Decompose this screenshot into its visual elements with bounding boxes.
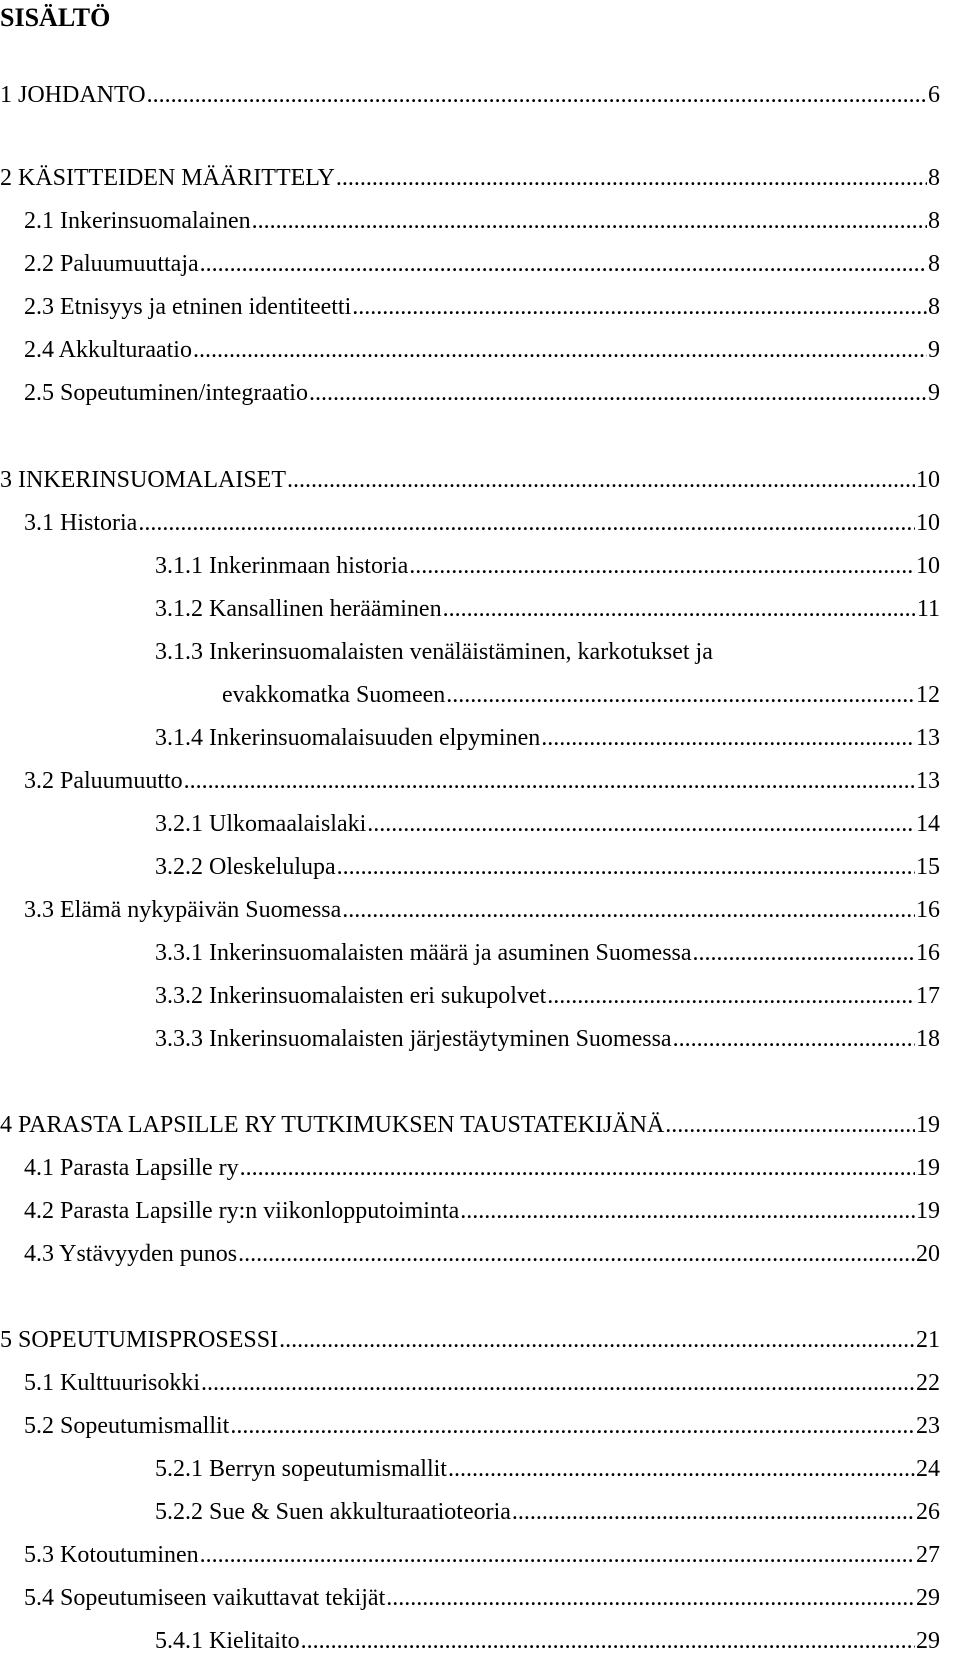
toc-entry-first-line[interactable]: 3.1.3 Inkerinsuomalaisten venäläistäminen, karkotukset ja (155, 639, 713, 665)
leader-dots (673, 1024, 915, 1054)
toc-entry[interactable] (24, 292, 940, 322)
toc-entry[interactable] (155, 809, 940, 839)
toc-entry-page: 22 (916, 1370, 940, 1396)
toc-entry-page: 16 (916, 940, 940, 966)
leader-dots (367, 809, 915, 839)
toc-entry-page: 17 (916, 983, 940, 1009)
toc-entry-label: 5 SOPEUTUMISPROSESSI (0, 1327, 279, 1353)
toc-entry-label: 3.2 Paluumuutto (24, 768, 183, 794)
toc-entry-label: 5.3 Kotoutuminen (24, 1542, 199, 1568)
toc-entry-label: 3.3.2 Inkerinsuomalaisten eri sukupolvet (155, 983, 547, 1009)
toc-entry-page: 24 (916, 1456, 940, 1482)
toc-entry[interactable] (24, 895, 940, 925)
toc-entry-page: 14 (916, 811, 940, 837)
leader-dots (342, 895, 915, 925)
toc-entry[interactable] (222, 680, 940, 710)
leader-dots (541, 723, 915, 753)
toc-entry[interactable] (24, 1411, 940, 1441)
leader-dots (446, 680, 915, 710)
leader-dots (665, 1110, 915, 1140)
toc-entry[interactable] (24, 508, 940, 538)
toc-entry-page: 26 (916, 1499, 940, 1525)
toc-entry-page: 29 (916, 1628, 940, 1654)
toc-entry[interactable] (0, 80, 940, 110)
leader-dots (547, 981, 915, 1011)
toc-entry-label: 4 PARASTA LAPSILLE RY TUTKIMUKSEN TAUSTATEKIJÄNÄ (0, 1112, 665, 1138)
toc-entry-page: 8 (928, 208, 940, 234)
toc-entry[interactable] (155, 1024, 940, 1054)
toc-entry-label: 3.1 Historia (24, 510, 138, 536)
toc-entry-label: 5.1 Kulttuurisokki (24, 1370, 201, 1396)
toc-entry-label: 4.2 Parasta Lapsille ry:n viikonlopputoiminta (24, 1198, 460, 1224)
leader-dots (200, 1540, 915, 1570)
toc-entry[interactable] (0, 163, 940, 193)
toc-entry-page: 6 (928, 82, 940, 108)
toc-entry-label: 2.3 Etnisyys ja etninen identiteetti (24, 294, 352, 320)
leader-dots (287, 465, 915, 495)
toc-entry-page: 20 (916, 1241, 940, 1267)
toc-entry-label: 2.1 Inkerinsuomalainen (24, 208, 251, 234)
toc-entry[interactable] (155, 938, 940, 968)
toc-entry-label: 5.4 Sopeutumiseen vaikuttavat tekijät (24, 1585, 386, 1611)
toc-entry-label: 3.3 Elämä nykypäivän Suomessa (24, 897, 342, 923)
toc-entry-page: 8 (928, 294, 940, 320)
leader-dots (693, 938, 915, 968)
leader-dots (238, 1239, 915, 1269)
toc-entry[interactable] (0, 1110, 940, 1140)
toc-entry-page: 19 (916, 1155, 940, 1181)
toc-entry-page: 11 (916, 596, 940, 622)
toc-entry-label: 5.2 Sopeutumismallit (24, 1413, 230, 1439)
toc-entry[interactable] (155, 981, 940, 1011)
toc-entry-page: 9 (928, 380, 940, 406)
toc-entry[interactable] (155, 723, 940, 753)
toc-entry[interactable] (155, 852, 940, 882)
toc-entry-page: 23 (916, 1413, 940, 1439)
toc-entry-label: 5.2.1 Berryn sopeutumismallit (155, 1456, 447, 1482)
toc-entry-page: 9 (928, 337, 940, 363)
leader-dots (252, 206, 927, 236)
toc-entry[interactable] (24, 1368, 940, 1398)
leader-dots (512, 1497, 915, 1527)
toc-entry[interactable] (24, 378, 940, 408)
toc-entry[interactable] (24, 1196, 940, 1226)
leader-dots (230, 1411, 915, 1441)
toc-entry-label: 3 INKERINSUOMALAISET (0, 467, 286, 493)
leader-dots (200, 249, 927, 279)
toc-entry-page: 12 (916, 682, 940, 708)
toc-entry-label: 1 JOHDANTO (0, 82, 146, 108)
toc-entry-label: 3.3.1 Inkerinsuomalaisten määrä ja asuminen Suomessa (155, 940, 692, 966)
leader-dots (138, 508, 915, 538)
toc-entry[interactable] (155, 1497, 940, 1527)
leader-dots (309, 378, 927, 408)
toc-entry-label: 2 KÄSITTEIDEN MÄÄRITTELY (0, 165, 335, 191)
toc-entry-page: 8 (928, 251, 940, 277)
toc-entry-label: 2.2 Paluumuuttaja (24, 251, 199, 277)
toc-entry-page: 15 (916, 854, 940, 880)
toc-entry[interactable] (155, 1454, 940, 1484)
toc-entry-label: 5.4.1 Kielitaito (155, 1628, 300, 1654)
toc-entry-label: 3.2.2 Oleskelulupa (155, 854, 336, 880)
toc-entry[interactable] (0, 465, 940, 495)
toc-entry-label: 3.1.4 Inkerinsuomalaisuuden elpyminen (155, 725, 541, 751)
toc-entry-label: 2.5 Sopeutuminen/integraatio (24, 380, 308, 406)
toc-entry[interactable] (24, 1583, 940, 1613)
leader-dots (193, 335, 927, 365)
toc-entry-page: 21 (916, 1327, 940, 1353)
toc-entry-label: 3.1.1 Inkerinmaan historia (155, 553, 409, 579)
leader-dots (386, 1583, 915, 1613)
leader-dots (336, 163, 927, 193)
leader-dots (352, 292, 927, 322)
toc-entry[interactable] (24, 1153, 940, 1183)
toc-entry-page: 19 (916, 1198, 940, 1224)
leader-dots (460, 1196, 915, 1226)
toc-entry[interactable] (155, 551, 940, 581)
toc-entry[interactable] (24, 1239, 940, 1269)
toc-entry[interactable] (155, 594, 940, 624)
leader-dots (147, 80, 927, 110)
leader-dots (337, 852, 915, 882)
toc-entry-page: 10 (916, 553, 940, 579)
page-title: SISÄLTÖ (0, 3, 111, 32)
toc-entry-page: 13 (916, 725, 940, 751)
leader-dots (184, 766, 915, 796)
toc-entry-page: 29 (916, 1585, 940, 1611)
toc-entry-page: 13 (916, 768, 940, 794)
leader-dots (279, 1325, 915, 1355)
toc-entry-label: 3.3.3 Inkerinsuomalaisten järjestäytyminen Suomessa (155, 1026, 672, 1052)
toc-entry-label: evakkomatka Suomeen (222, 682, 446, 708)
toc-entry-label: 5.2.2 Sue & Suen akkulturaatioteoria (155, 1499, 511, 1525)
toc-entry[interactable] (24, 1540, 940, 1570)
leader-dots (409, 551, 915, 581)
toc-entry-page: 10 (916, 510, 940, 536)
toc-entry-label: 2.4 Akkulturaatio (24, 337, 192, 363)
toc-entry-page: 19 (916, 1112, 940, 1138)
leader-dots (443, 594, 916, 624)
leader-dots (448, 1454, 915, 1484)
toc-entry[interactable] (0, 1325, 940, 1355)
toc-entry-page: 16 (916, 897, 940, 923)
toc-entry[interactable] (24, 206, 940, 236)
toc-entry[interactable] (24, 249, 940, 279)
toc-entry-label: 4.3 Ystävyyden punos (24, 1241, 238, 1267)
toc-entry[interactable] (24, 335, 940, 365)
toc-entry-label: 3.1.2 Kansallinen herääminen (155, 596, 442, 622)
toc-entry-label: 4.1 Parasta Lapsille ry (24, 1155, 239, 1181)
toc-entry-label: 3.2.1 Ulkomaalaislaki (155, 811, 367, 837)
leader-dots (201, 1368, 915, 1398)
leader-dots (301, 1626, 915, 1656)
toc-entry-page: 10 (916, 467, 940, 493)
toc-entry-page: 8 (928, 165, 940, 191)
toc-entry[interactable] (24, 766, 940, 796)
leader-dots (240, 1153, 915, 1183)
toc-entry-page: 18 (916, 1026, 940, 1052)
toc-entry[interactable] (155, 1626, 940, 1656)
toc-entry-page: 27 (916, 1542, 940, 1568)
